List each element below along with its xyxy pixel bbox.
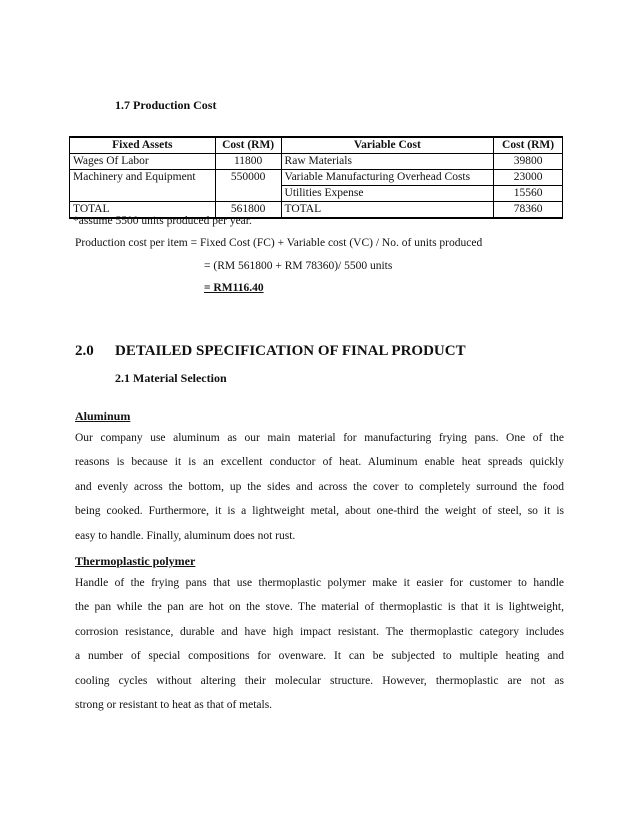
cell: Variable Manufacturing Overhead Costs — [281, 170, 494, 186]
section-number: 2.0 — [75, 343, 94, 359]
cell: 561800 — [215, 202, 281, 219]
cell: 550000 — [215, 170, 281, 186]
paragraph-line: easy to handle. Finally, aluminum does not rust. — [75, 529, 296, 542]
assumption-note: *assume 5500 units produced per year. — [73, 215, 252, 227]
cell — [70, 186, 216, 202]
formula-result: = RM116.40 — [204, 282, 264, 294]
header-fixed-cost: Cost (RM) — [215, 137, 281, 154]
cell: 15560 — [494, 186, 563, 202]
table-row — [70, 170, 563, 186]
cell: 11800 — [215, 154, 281, 170]
cell: Utilities Expense — [281, 186, 494, 202]
paragraph-line: corrosion resistance, durable and have high impact resistant. The thermoplastic category includes — [75, 625, 564, 638]
table-row — [70, 186, 563, 202]
cell: 78360 — [494, 202, 563, 219]
aluminum-heading: Aluminum — [75, 409, 131, 423]
cell: TOTAL — [70, 202, 216, 219]
cell — [215, 186, 281, 202]
cell: TOTAL — [281, 202, 494, 219]
paragraph-line: strong or resistant to heat as that of metals. — [75, 698, 273, 711]
header-variable-cost: Variable Cost — [281, 137, 494, 154]
formula-line-1: Production cost per item = Fixed Cost (FC) + Variable cost (VC) / No. of units produced — [75, 237, 483, 249]
cell: 23000 — [494, 170, 563, 186]
paragraph-line: cooling cycles without altering their molecular structure. However, thermoplastic are not as — [75, 674, 564, 687]
formula-line-2: = (RM 561800 + RM 78360)/ 5500 units — [204, 260, 393, 272]
section-title: DETAILED SPECIFICATION OF FINAL PRODUCT — [115, 343, 466, 359]
paragraph-line: reasons is because it is an excellent conductor of heat. Aluminum enable heat spreads quickly — [75, 456, 564, 469]
aluminum-paragraph — [75, 426, 564, 548]
paragraph-line: Handle of the frying pans that use thermoplastic polymer make it easier for customer to handle — [75, 577, 564, 589]
production-cost-table — [69, 136, 563, 219]
paragraph-line: and evenly across the bottom, up the sides and across the cover to completely surround the food — [75, 480, 564, 493]
cell: Raw Materials — [281, 154, 494, 170]
thermoplastic-heading: Thermoplastic polymer — [75, 554, 196, 568]
paragraph-line: Our company use aluminum as our main material for manufacturing frying pans. One of the — [75, 432, 564, 444]
cell: Machinery and Equipment — [70, 170, 216, 186]
header-variable-cost-rm: Cost (RM) — [494, 137, 563, 154]
paragraph-line: the pan while the pan are hot on the stove. The material of thermoplastic is that it is lightweight, — [75, 601, 564, 614]
production-cost-heading: 1.7 Production Cost — [115, 98, 217, 112]
paragraph-line: being cooked. Furthermore, it is a lightweight metal, about one-third the weight of steel, so it is — [75, 505, 564, 518]
table-header-row — [70, 137, 563, 154]
cell: 39800 — [494, 154, 563, 170]
table-row — [70, 154, 563, 170]
header-fixed-assets: Fixed Assets — [70, 137, 216, 154]
paragraph-line: a number of special compositions for ovenware. It can be subjected to multiple heating and — [75, 650, 564, 663]
material-selection-heading: 2.1 Material Selection — [115, 371, 227, 385]
cell: Wages Of Labor — [70, 154, 216, 170]
thermoplastic-paragraph — [75, 571, 564, 717]
